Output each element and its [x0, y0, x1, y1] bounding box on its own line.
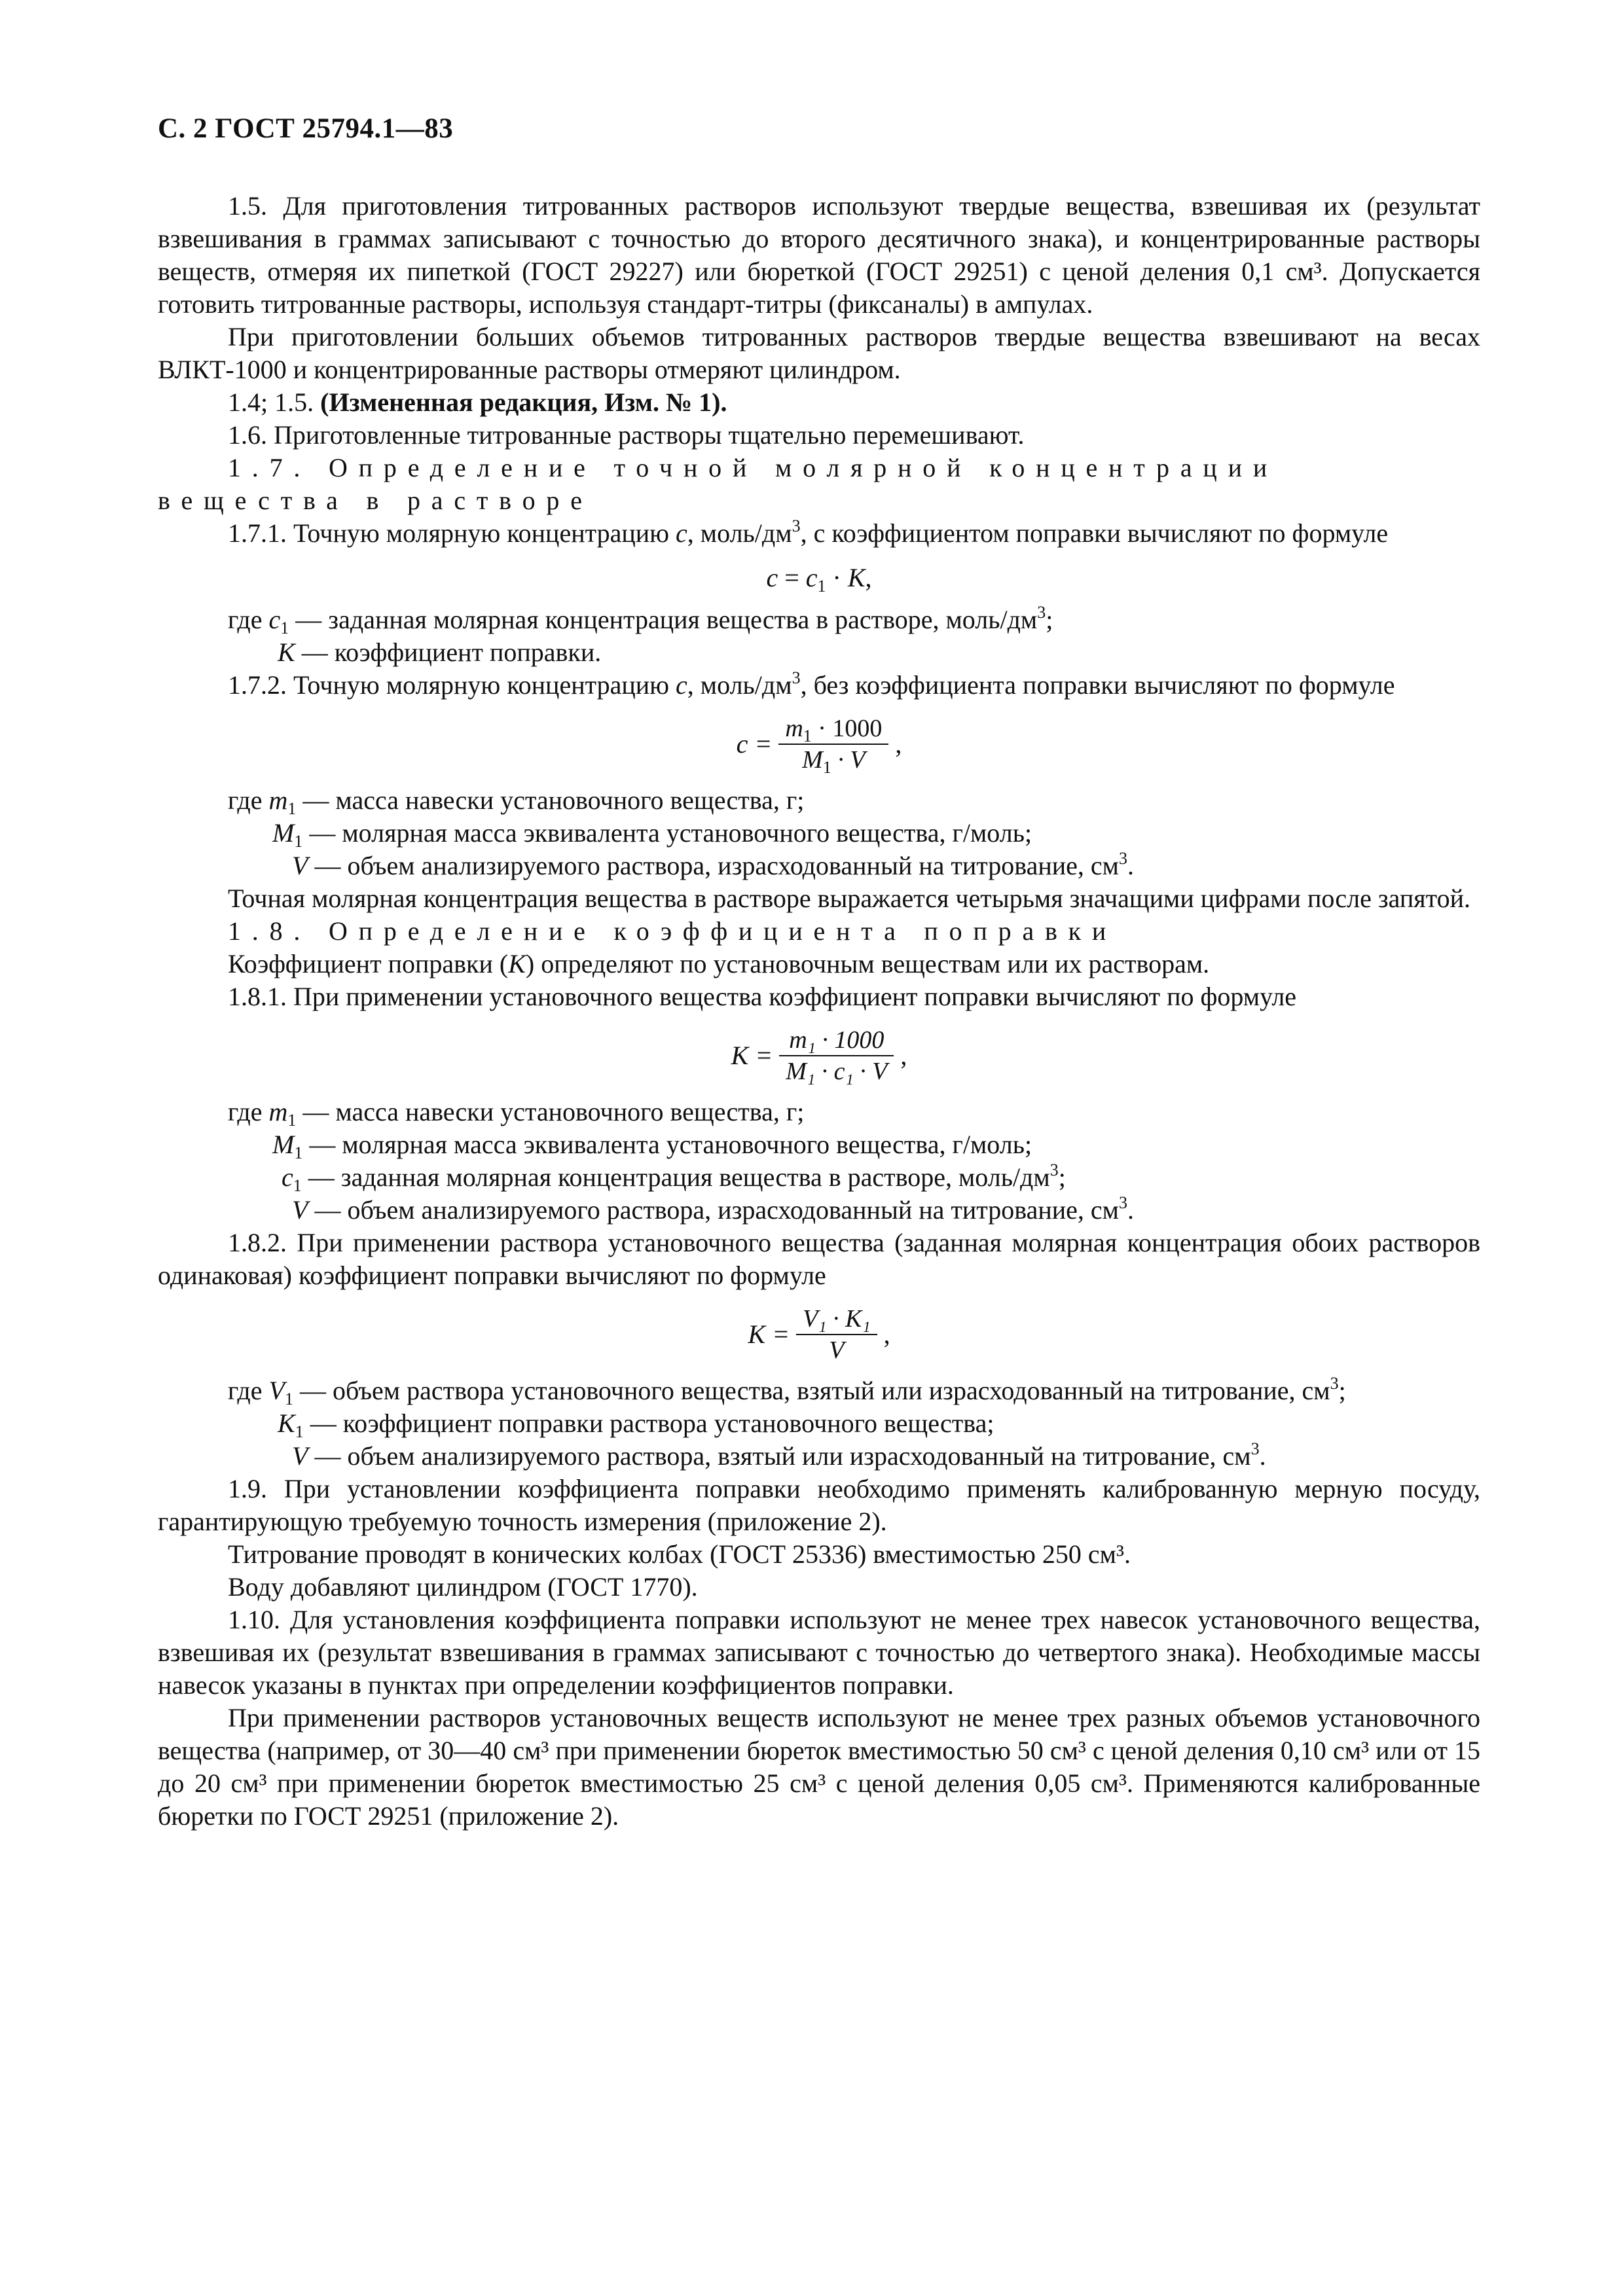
formula-subscript: 1	[803, 726, 812, 745]
paragraph-titration-flasks: Титрование проводят в конических колбах (ГОСТ 25336) вместимостью 250 см³.	[228, 1539, 1131, 1569]
where-end: .	[1259, 1441, 1266, 1471]
where-text: — молярная масса эквивалента установочного вещества, г/моль;	[302, 1130, 1032, 1159]
where-text: — коэффициент поправки.	[295, 637, 602, 667]
paragraph-large-volumes: При приготовлении больших объемов титрованных растворов твердые вещества взвешивают на весах ВЛКТ-1000 и концентрированные растворы отмеряют цилиндром.	[158, 322, 1480, 384]
where-end: ;	[1046, 605, 1053, 634]
where-symbol: V	[292, 851, 308, 880]
where-sup: 3	[1119, 1193, 1127, 1212]
where-subscript: 1	[287, 799, 297, 818]
where-sup: 3	[1330, 1374, 1339, 1393]
text-run: 1.7.2. Точную молярную концентрацию	[228, 670, 676, 700]
where-symbol: c	[282, 1162, 293, 1192]
paragraph-precision: Точная молярная концентрация вещества в растворе выражается четырьмя значащими цифрами после запятой.	[228, 884, 1471, 913]
formula-subscript: 1	[822, 758, 831, 777]
where-symbol: c	[268, 605, 281, 634]
page-header: С. 2 ГОСТ 25794.1—83	[158, 113, 454, 144]
where-symbol: K	[278, 637, 295, 667]
where-text: — коэффициент поправки раствора установочного вещества;	[303, 1408, 994, 1438]
where-symbol: m	[268, 785, 288, 815]
where-text: — заданная молярная концентрация вещества в растворе, моль/дм	[289, 605, 1038, 634]
where-subscript: 1	[287, 1111, 297, 1130]
where-lead: где	[228, 1376, 269, 1405]
where-end: .	[1127, 1195, 1134, 1225]
formula-c-fraction	[158, 713, 1480, 775]
text-run: , без коэффициента поправки вычисляют по формуле	[800, 670, 1395, 700]
where-text: — объем раствора установочного вещества, взятый или израсходованный на титрование, см	[293, 1376, 1330, 1405]
formula-punct: ,	[888, 729, 902, 759]
fraction-numerator	[778, 713, 888, 744]
math-var: K	[508, 949, 526, 978]
paragraph-1-9: 1.9. При установлении коэффициента поправки необходимо применять калиброванную мерную посуду, гарантирующую требуемую точность измерения (приложение 2).	[158, 1474, 1480, 1536]
amendment-bold: (Измененная редакция, Изм. № 1).	[320, 387, 727, 417]
where-end: ;	[1058, 1162, 1066, 1192]
where-list-1	[158, 603, 1480, 669]
formula-subscript: 1	[817, 577, 826, 596]
fraction	[796, 1304, 877, 1365]
paragraph-1-8-2: 1.8.2. При применении раствора установочного вещества (заданная молярная концентрация обоих растворов одинаковая) коэффициент поправки вычисляют по формуле	[158, 1228, 1480, 1290]
text-run: 1.7.1. Точную молярную концентрацию	[228, 518, 676, 548]
where-text: — объем анализируемого раствора, израсходованный на титрование, см	[308, 1195, 1119, 1225]
paragraph-water-cylinder: Воду добавляют цилиндром (ГОСТ 1770).	[228, 1572, 698, 1602]
where-sup: 3	[1119, 849, 1127, 868]
where-subscript: 1	[294, 832, 303, 851]
where-end: .	[1127, 851, 1134, 880]
where-subscript: 1	[280, 619, 289, 637]
where-symbol: M	[272, 1130, 295, 1159]
fraction-denominator	[778, 744, 888, 775]
paragraph-k-definition	[158, 948, 1480, 980]
where-sup: 3	[1037, 603, 1046, 622]
paragraph-1-8-1: 1.8.1. При применении установочного вещества коэффициент поправки вычисляют по формуле	[228, 982, 1297, 1011]
formula-c-equals-c1-k	[158, 562, 1480, 594]
formula-lhs: c =	[736, 729, 779, 759]
formula-punct: ,	[877, 1319, 890, 1349]
text-run: , моль/дм	[687, 518, 792, 548]
formula-symbol: K	[847, 563, 866, 592]
where-symbol: M	[272, 818, 295, 848]
fraction-denominator: V	[796, 1334, 877, 1365]
formula-operator: =	[778, 563, 806, 592]
where-text: — заданная молярная концентрация вещества в растворе, моль/дм	[301, 1162, 1050, 1192]
text-run: , с коэффициентом поправки вычисляют по формуле	[800, 518, 1389, 548]
where-subscript: 1	[284, 1390, 293, 1408]
document-body	[158, 190, 1480, 1833]
text-run: Коэффициент поправки (	[228, 949, 509, 978]
formula-symbol: c	[805, 563, 818, 592]
where-symbol: V	[292, 1195, 308, 1225]
fraction-denominator: M₁ · c₁ · V	[779, 1055, 894, 1086]
math-var: c	[676, 670, 687, 700]
where-list-3	[158, 1096, 1480, 1227]
paragraph-1-6: 1.6. Приготовленные титрованные растворы тщательно перемешивают.	[228, 420, 1025, 450]
text-run: ) определяют по установочным веществам или их растворам.	[525, 949, 1210, 978]
paragraph-1-7-1	[158, 517, 1480, 550]
formula-symbol: M	[802, 746, 823, 774]
where-subscript: 1	[294, 1143, 303, 1162]
math-var: c	[676, 518, 687, 548]
where-symbol: V	[268, 1376, 285, 1405]
superscript: 3	[792, 516, 801, 535]
formula-text: · V	[831, 746, 866, 774]
where-end: ;	[1338, 1376, 1346, 1405]
where-symbol: V	[292, 1441, 308, 1471]
paragraph-1-5: 1.5. Для приготовления титрованных растворов используют твердые вещества, взвешивая их (результат взвешивания в граммах записывают с точностью до второго десятичного знака), и концентрированные растворы веществ, отмеряя их пипеткой (ГОСТ 29227) или бюреткой (ГОСТ 29251) с ценой деления 0,1 см³. Допускается готовить титрованные растворы, используя стандарт-титры (фиксаналы) в ампулах.	[158, 191, 1480, 319]
superscript: 3	[792, 668, 801, 687]
where-subscript: 1	[295, 1422, 304, 1441]
where-list-4	[158, 1374, 1480, 1473]
section-heading-1-8: 1.8. Определение коэффициента поправки	[228, 916, 1118, 946]
amendment-prefix: 1.4; 1.5.	[228, 387, 321, 417]
paragraph-solution-volumes: При применении растворов установочных веществ используют не менее трех разных объемов установочного вещества (например, от 30—40 см³ при применении бюреток вместимостью 50 см³ с ценой деления 0,10 см³ или от 15 до 20 см³ при применении бюреток вместимостью 25 см³ с ценой деления 0,05 см³. Применяются калиброванные бюретки по ГОСТ 29251 (приложение 2).	[158, 1703, 1480, 1831]
where-lead: где	[228, 605, 269, 634]
where-lead: где	[228, 785, 269, 815]
fraction	[778, 713, 888, 775]
formula-punct: ,	[894, 1041, 907, 1070]
formula-lhs: K =	[731, 1041, 780, 1070]
fraction-numerator: m₁ · 1000	[789, 1026, 884, 1054]
where-text: — масса навески установочного вещества, г;	[296, 1097, 805, 1126]
fraction	[779, 1025, 894, 1086]
formula-text: · 1000	[811, 715, 883, 742]
where-text: — масса навески установочного вещества, г;	[296, 785, 805, 815]
formula-k-substance	[158, 1025, 1480, 1086]
formula-lhs: K =	[748, 1319, 797, 1349]
where-list-2	[158, 784, 1480, 882]
where-lead: где	[228, 1097, 269, 1126]
where-text: — молярная масса эквивалента установочного вещества, г/моль;	[302, 818, 1032, 848]
fraction-numerator: V₁ · K₁	[803, 1305, 871, 1333]
section-heading-1-7: 1.7. Определение точной молярной концентрации вещества в растворе	[158, 453, 1279, 515]
text-run: , моль/дм	[687, 670, 792, 700]
where-text: — объем анализируемого раствора, израсходованный на титрование, см	[308, 851, 1119, 880]
where-symbol: K	[278, 1408, 295, 1438]
where-subscript: 1	[293, 1176, 302, 1195]
where-sup: 3	[1049, 1160, 1059, 1179]
paragraph-1-7-2	[158, 669, 1480, 702]
where-sup: 3	[1250, 1439, 1260, 1458]
formula-symbol: m	[785, 715, 803, 742]
formula-symbol: c	[766, 563, 778, 592]
paragraph-1-10: 1.10. Для установления коэффициента поправки используют не менее трех навесок установочного вещества, взвешивая их (результат взвешивания в граммах записывают с точностью до четвертого знака). Необходимые массы навесок указаны в пунктах при определении коэффициентов поправки.	[158, 1605, 1480, 1700]
where-text: — объем анализируемого раствора, взятый или израсходованный на титрование, см	[308, 1441, 1251, 1471]
paragraph-amendment-note	[158, 386, 1480, 419]
formula-k-solution	[158, 1304, 1480, 1365]
where-symbol: m	[268, 1097, 288, 1126]
formula-punct: ,	[865, 563, 872, 592]
formula-operator: ·	[826, 563, 848, 592]
